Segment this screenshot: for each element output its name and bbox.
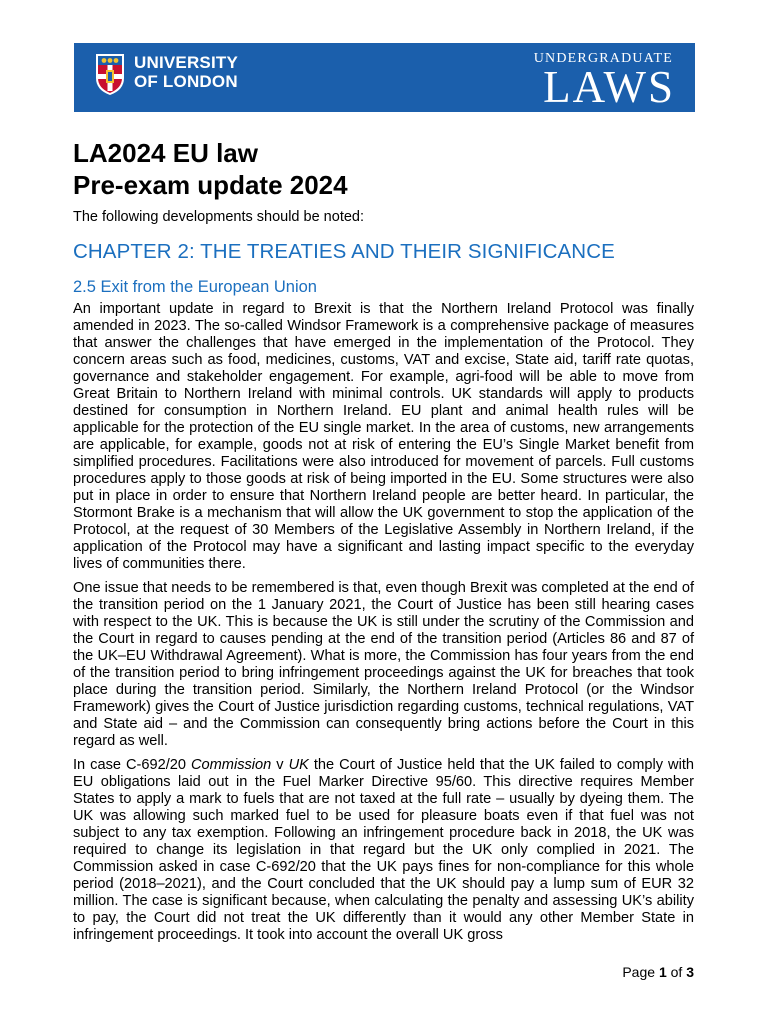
document-title-line-2: Pre-exam update 2024	[73, 170, 348, 200]
programme-small-text: UNDERGRADUATE	[533, 51, 673, 66]
case-versus: v	[271, 757, 289, 773]
paragraph-court-jurisdiction: One issue that needs to be remembered is that, even though Brexit was completed at the end of the transition period on the 1 January 2021, the Court of Justice has been still hearing cases with respect to the UK. This is because the UK is still under the scrutiny of the Commission and the Court in regard to causes pending at the end of the transition period (Articles 86 and 87 of the UK–EU Withdrawal Agreement). What is more, the Commission has four years from the end of the transition period to bring infringement proceedings against the UK for breaches that took place during the transition period. Similarly, the Northern Ireland Protocol (or the Windsor Framework) gives the Court of Justice jurisdiction regarding customs, technical regulations, VAT and State aid – and the Commission can consequently bring actions before the Court in this regard as well.	[73, 580, 694, 749]
header-banner	[74, 43, 695, 112]
intro-text: The following developments should be noted:	[73, 209, 364, 225]
university-crest-icon	[94, 52, 126, 96]
case-party-commission: Commission	[191, 757, 272, 773]
section-heading: 2.5 Exit from the European Union	[73, 278, 317, 296]
document-title-line-1: LA2024 EU law	[73, 138, 258, 168]
page-number	[622, 964, 694, 980]
body-text	[73, 301, 694, 951]
page-total: 3	[686, 964, 694, 980]
case-text: the Court of Justice held that the UK failed to comply with EU obligations laid out in the Fuel Marker Directive 95/60. This directive requires Member States to apply a mark to fuels that are not taxed at the full rate – usually by dyeing them. The UK was allowing such marked fuel to be used for pleasure boats even if that fuel was not subject to any tax exemption. Following an infringement procedure back in 2018, the UK was required to change its legislation in that regard but the UK only complied in 2021. The Commission asked in case C-692/20 that the UK pays fines for non-compliance for this whole period (2018–2021), and the Court concluded that the UK should pay a lump sum of EUR 32 million. The case is significant because, when calculating the penalty and assessing UK’s ability to pay, the Court did not treat the UK differently than it would any other Member State in infringement proceedings. It took into account the overall UK gross	[73, 757, 695, 943]
university-line-2: OF LONDON	[134, 72, 238, 91]
programme-large-text: LAWS	[543, 62, 675, 112]
university-logo-text	[134, 53, 238, 91]
page-label: Page	[622, 964, 656, 980]
chapter-heading: CHAPTER 2: THE TREATIES AND THEIR SIGNIFICANCE	[73, 240, 615, 263]
page-current: 1	[658, 964, 667, 980]
page-of: of	[670, 964, 683, 980]
case-party-uk: UK	[288, 757, 309, 773]
university-line-1: UNIVERSITY	[134, 53, 239, 72]
paragraph-case-c-692-20	[73, 757, 694, 944]
case-prefix: In case C-692/20	[73, 757, 191, 773]
paragraph-windsor-framework: An important update in regard to Brexit is that the Northern Ireland Protocol was finally amended in 2023. The so-called Windsor Framework is a comprehensive package of measures that answer the challenges that have emerged in the implementation of the Protocol. They concern areas such as food, medicines, customs, VAT and excise, State aid, tariff rate quotas, governance and stakeholder engagement. For example, agri-food will be able to move from Great Britain to Northern Ireland with minimal controls. UK standards will apply to products destined for consumption in Northern Ireland. EU plant and animal health rules will be applicable for the protection of the EU single market. In the area of customs, new arrangements are applicable, for example, goods not at risk of entering the EU’s Single Market benefit from simplified procedures. Facilitations were also introduced for movement of parcels. Full customs procedures apply to those goods at risk of being imported in the EU. Some structures were also put in place in order to ensure that Northern Ireland people are better heard. In particular, the Stormont Brake is a mechanism that will allow the UK government to stop the application of the Protocol, at the request of 30 Members of the Legislative Assembly in Northern Ireland, if the application of the Protocol may have a significant and lasting impact specific to the everyday lives of communities there.	[73, 301, 694, 572]
